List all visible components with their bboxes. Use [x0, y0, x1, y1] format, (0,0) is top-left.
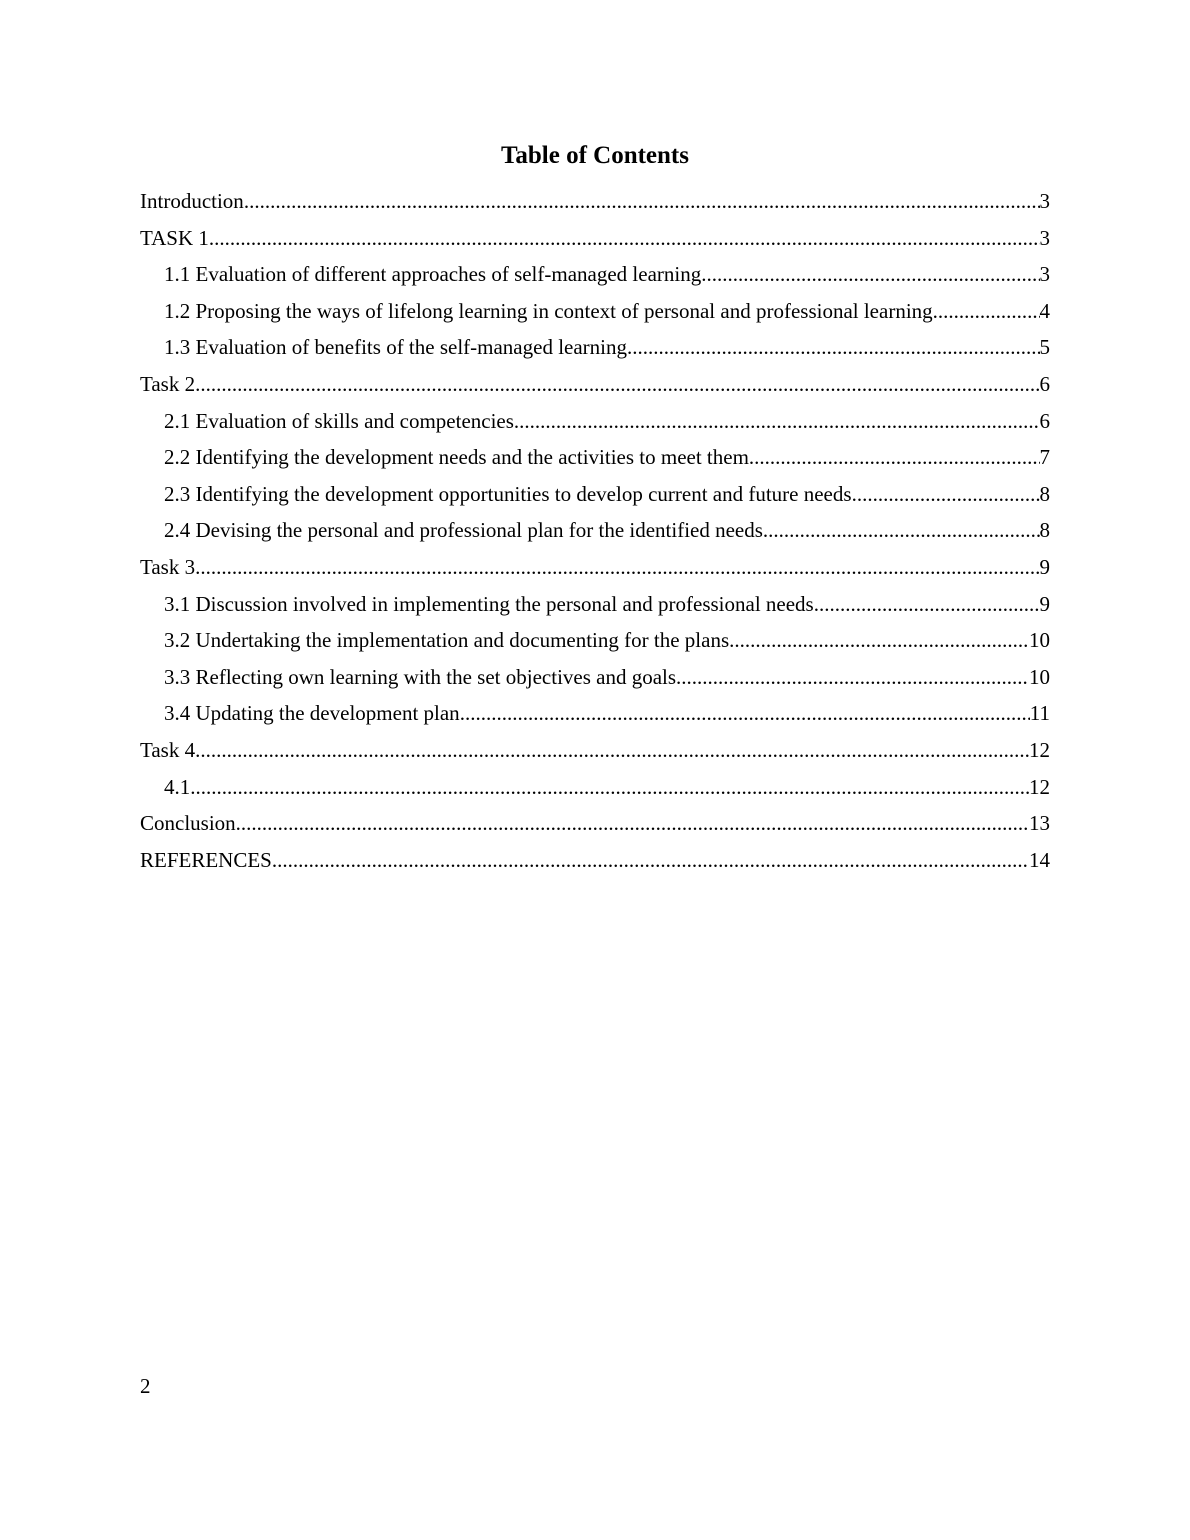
- toc-entry-2-2[interactable]: [140, 439, 1050, 476]
- toc-entry-page: 13: [1029, 811, 1050, 836]
- toc-entry-conclusion[interactable]: [140, 805, 1050, 842]
- toc-leader: [272, 842, 1029, 879]
- toc-entry-1-1[interactable]: [140, 256, 1050, 293]
- toc-entry-page: 3: [1039, 225, 1050, 250]
- toc-entry-task-3[interactable]: [140, 549, 1050, 586]
- toc-entry-page: 8: [1039, 481, 1050, 506]
- toc-entry-2-1[interactable]: [140, 403, 1050, 440]
- toc-entry-page: 10: [1029, 664, 1050, 689]
- toc-leader: [701, 256, 1039, 293]
- toc-entry-page: 5: [1039, 335, 1050, 360]
- page-number: 2: [140, 1374, 151, 1398]
- toc-entry-page: 12: [1029, 774, 1050, 799]
- toc-leader: [627, 329, 1039, 366]
- toc-entry-task-2[interactable]: [140, 366, 1050, 403]
- toc-leader: [676, 659, 1029, 696]
- toc-entry-label: 2.1 Evaluation of skills and competencies: [164, 408, 514, 433]
- toc-entry-page: 12: [1029, 737, 1050, 762]
- toc-list: [140, 183, 1050, 878]
- toc-entry-3-1[interactable]: [140, 586, 1050, 623]
- toc-leader: [236, 805, 1029, 842]
- toc-entry-page: 11: [1029, 701, 1050, 726]
- toc-entry-label: 2.3 Identifying the development opportunities to develop current and future needs: [164, 481, 852, 506]
- toc-entry-label: 3.2 Undertaking the implementation and documenting for the plans: [164, 628, 730, 653]
- toc-entry-label: 3.3 Reflecting own learning with the set objectives and goals: [164, 664, 677, 689]
- toc-leader: [195, 549, 1039, 586]
- toc-leader: [933, 293, 1040, 330]
- toc-entry-references[interactable]: [140, 842, 1050, 879]
- toc-entry-page: 7: [1039, 445, 1050, 470]
- toc-entry-task-4[interactable]: [140, 732, 1050, 769]
- toc-leader: [195, 732, 1029, 769]
- toc-entry-introduction[interactable]: [140, 183, 1050, 220]
- toc-entry-page: 6: [1039, 408, 1050, 433]
- toc-entry-label: Task 3: [140, 554, 196, 579]
- toc-entry-page: 9: [1039, 591, 1050, 616]
- toc-entry-page: 9: [1039, 554, 1050, 579]
- toc-entry-4-1[interactable]: [140, 769, 1050, 806]
- toc-leader: [244, 183, 1040, 220]
- toc-entry-label: 2.4 Devising the personal and professional plan for the identified needs: [164, 518, 763, 543]
- toc-leader: [729, 622, 1029, 659]
- toc-entry-task-1[interactable]: [140, 220, 1050, 257]
- toc-entry-label: Task 4: [140, 737, 196, 762]
- toc-title: Table of Contents: [501, 142, 689, 169]
- toc-entry-label: 2.2 Identifying the development needs and the activities to meet them: [164, 445, 749, 470]
- toc-leader: [852, 476, 1040, 513]
- toc-entry-page: 4: [1039, 298, 1050, 323]
- toc-entry-label: 3.4 Updating the development plan: [164, 701, 460, 726]
- toc-leader: [190, 769, 1029, 806]
- toc-entry-label: TASK 1: [140, 225, 209, 250]
- toc-entry-2-4[interactable]: [140, 512, 1050, 549]
- toc-entry-page: 3: [1039, 262, 1050, 287]
- toc-entry-label: 1.3 Evaluation of benefits of the self-managed learning: [164, 335, 628, 360]
- toc-leader: [749, 439, 1040, 476]
- toc-entry-3-2[interactable]: [140, 622, 1050, 659]
- toc-entry-page: 14: [1029, 847, 1050, 872]
- toc-entry-label: 1.2 Proposing the ways of lifelong learning in context of personal and professional learning: [164, 298, 933, 323]
- toc-entry-label: REFERENCES: [140, 847, 272, 872]
- toc-entry-label: 3.1 Discussion involved in implementing the personal and professional needs: [164, 591, 814, 616]
- toc-entry-3-4[interactable]: [140, 695, 1050, 732]
- toc-entry-label: Conclusion: [140, 811, 236, 836]
- toc-entry-page: 6: [1039, 371, 1050, 396]
- toc-leader: [195, 366, 1039, 403]
- toc-entry-2-3[interactable]: [140, 476, 1050, 513]
- toc-entry-label: 1.1 Evaluation of different approaches of self-managed learning: [164, 262, 702, 287]
- toc-leader: [460, 695, 1030, 732]
- toc-entry-1-3[interactable]: [140, 329, 1050, 366]
- toc-entry-label: Introduction: [140, 189, 244, 213]
- toc-entry-page: 3: [1039, 189, 1050, 213]
- toc-entry-3-3[interactable]: [140, 659, 1050, 696]
- toc-leader: [209, 220, 1040, 257]
- toc-leader: [814, 586, 1040, 623]
- toc-entry-1-2[interactable]: [140, 293, 1050, 330]
- toc-leader: [514, 403, 1040, 440]
- toc-leader: [763, 512, 1040, 549]
- toc-entry-page: 8: [1039, 518, 1050, 543]
- toc-entry-label: 4.1: [164, 774, 191, 799]
- toc-entry-label: Task 2: [140, 371, 196, 396]
- toc-entry-page: 10: [1029, 628, 1050, 653]
